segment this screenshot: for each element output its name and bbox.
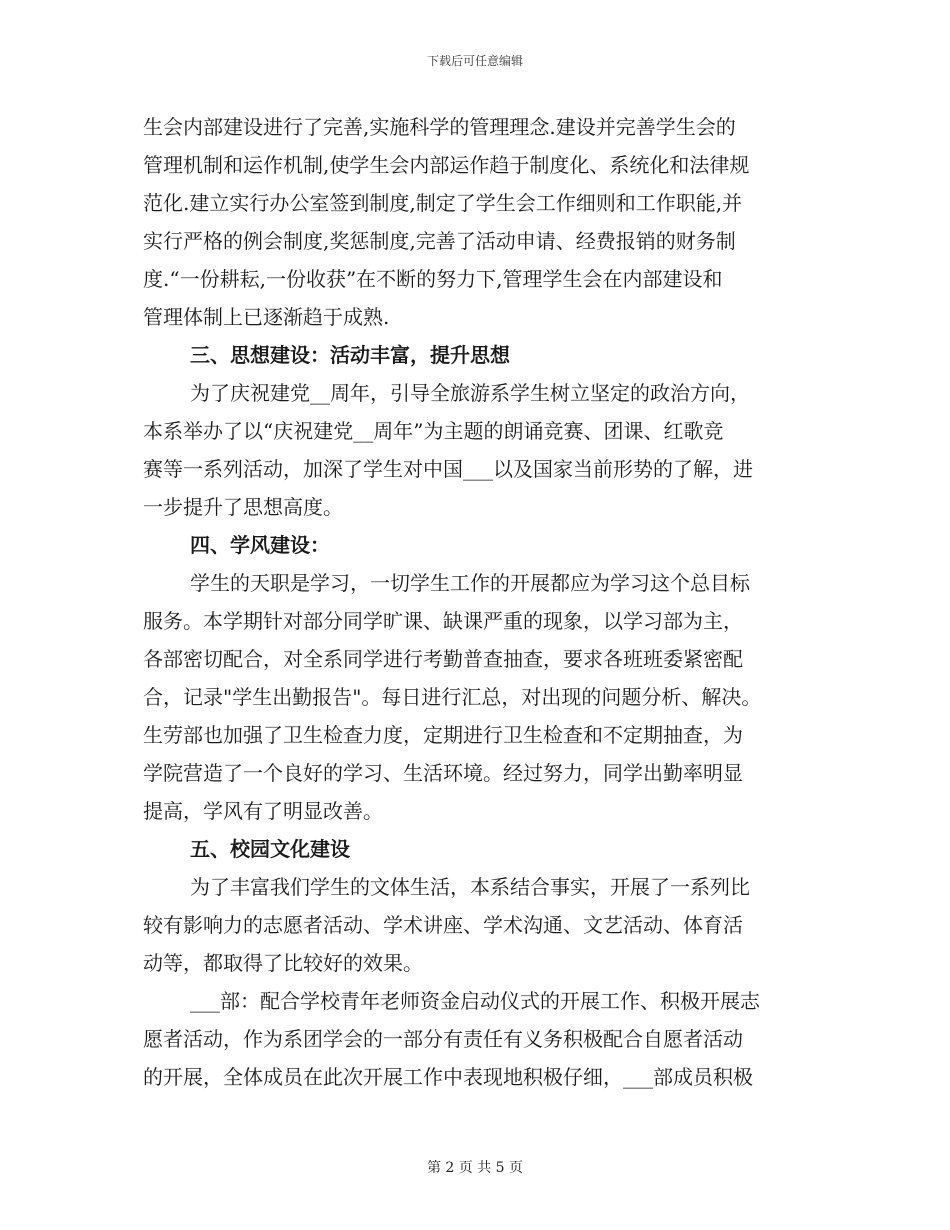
text-line: ___部：配合学校青年老师资金启动仪式的开展工作、积极开展志 — [190, 989, 760, 1013]
text-line: 的开展，全体成员在此次开展工作中表现地积极仔细，___部成员积极 — [143, 1065, 753, 1089]
text-line: 管理体制上已逐渐趋于成熟. — [143, 305, 390, 329]
text-line: 提高，学风有了明显改善。 — [143, 799, 383, 823]
page-footer: 第 2 页 共 5 页 — [426, 1160, 524, 1176]
text-line: 愿者活动，作为系团学会的一部分有责任有义务积极配合自愿者活动 — [143, 1027, 743, 1051]
text-line: 为了庆祝建党__周年，引导全旅游系学生树立坚定的政治方向， — [190, 381, 750, 405]
text-line: 管理机制和运作机制,使学生会内部运作趋于制度化、系统化和法律规 — [143, 153, 750, 177]
text-line: 合，记录"学生出勤报告"。每日进行汇总，对出现的问题分析、解决。 — [143, 685, 762, 709]
section-heading: 四、学风建设： — [190, 533, 330, 557]
text-line: 赛等一系列活动，加深了学生对中国___以及国家当前形势的了解，进 — [143, 457, 753, 481]
text-line: 服务。本学期针对部分同学旷课、缺课严重的现象，以学习部为主， — [143, 609, 743, 633]
text-line: 学院营造了一个良好的学习、生活环境。经过努力，同学出勤率明显 — [143, 761, 743, 785]
text-line: 生劳部也加强了卫生检查力度，定期进行卫生检查和不定期抽查，为 — [143, 723, 743, 747]
text-line: 学生的天职是学习，一切学生工作的开展都应为学习这个总目标 — [190, 571, 750, 595]
text-line: 动等，都取得了比较好的效果。 — [143, 951, 423, 975]
text-line: 一步提升了思想高度。 — [143, 495, 343, 519]
text-line: 较有影响力的志愿者活动、学术讲座、学术沟通、文艺活动、体育活 — [143, 913, 743, 937]
text-line: 度.“一份耕耘,一份收获”在不断的努力下,管理学生会在内部建设和 — [143, 267, 723, 291]
document-body — [143, 108, 808, 1096]
page-header: 下载后可任意编辑 — [426, 54, 523, 68]
text-line: 生会内部建设进行了完善,实施科学的管理理念.建设并完善学生会的 — [143, 115, 736, 139]
text-line: 范化.建立实行办公室签到制度,制定了学生会工作细则和工作职能,并 — [143, 191, 743, 215]
section-heading: 三、思想建设：活动丰富，提升思想 — [190, 343, 510, 367]
text-line: 本系举办了以“庆祝建党__周年”为主题的朗诵竞赛、团课、红歌竞 — [143, 419, 724, 443]
text-line: 实行严格的例会制度,奖惩制度,完善了活动申请、经费报销的财务制 — [143, 229, 736, 253]
section-heading: 五、校园文化建设 — [190, 837, 350, 861]
text-line: 为了丰富我们学生的文体生活，本系结合事实，开展了一系列比 — [190, 875, 750, 899]
text-line: 各部密切配合，对全系同学进行考勤普查抽查，要求各班班委紧密配 — [143, 647, 743, 671]
